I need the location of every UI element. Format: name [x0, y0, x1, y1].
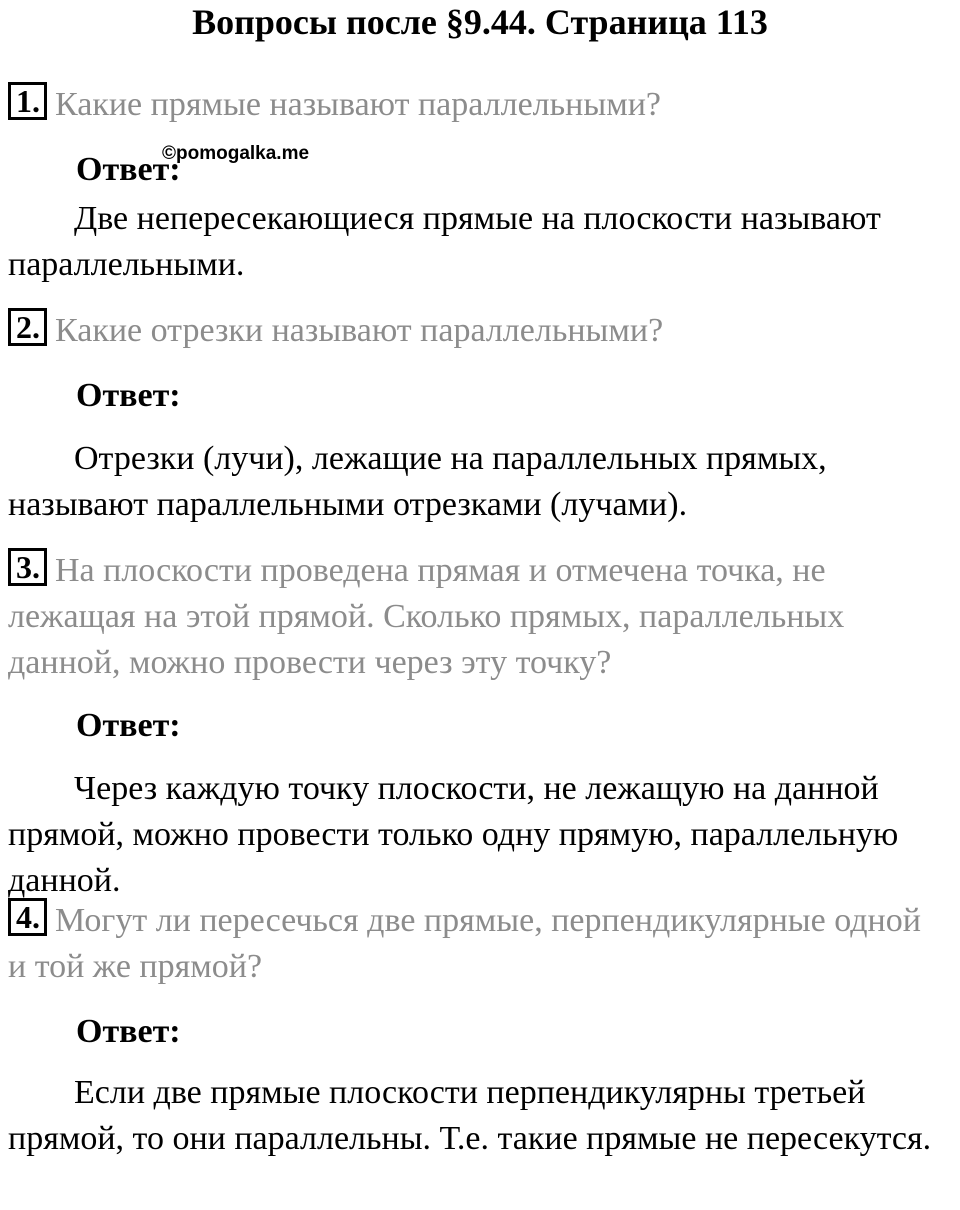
question-text-4: Могут ли пересечься две прямые, перпендикулярные одной и той же прямой?: [8, 902, 921, 985]
question-text-2: Какие отрезки называют параллельными?: [55, 312, 664, 349]
answer-label-2: Ответ:: [76, 377, 181, 414]
question-2: [8, 308, 953, 354]
watermark: ©pomogalka.me: [162, 143, 310, 164]
answer-label-1: Ответ:: [76, 151, 181, 188]
answer-text-1: Две непересекающиеся прямые на плоскости называют параллельными.: [8, 200, 881, 283]
answer-text-2: Отрезки (лучи), лежащие на параллельных прямых, называют параллельными отрезками (лучами).: [8, 440, 827, 523]
question-text-3: На плоскости проведена прямая и отмечена точка, не лежащая на этой прямой. Сколько прямых, параллельных данной, можно провести через эту точку?: [8, 552, 845, 681]
question-number-4: 4.: [8, 898, 47, 936]
question-4: [8, 898, 928, 990]
question-3: [8, 548, 938, 686]
question-1: [8, 82, 953, 128]
question-text-1: Какие прямые называют параллельными?: [55, 86, 661, 123]
answer-label-4: Ответ:: [76, 1013, 181, 1050]
answer-text-3: Через каждую точку плоскости, не лежащую на данной прямой, можно провести только одну прямую, параллельную данной.: [8, 770, 899, 899]
page-title: Вопросы после §9.44. Страница 113: [192, 2, 768, 42]
question-number-3: 3.: [8, 548, 47, 586]
question-number-1: 1.: [8, 82, 47, 120]
answer-text-4: Если две прямые плоскости перпендикулярны третьей прямой, то они параллельны. Т.е. такие прямые не пересекутся.: [8, 1074, 932, 1157]
question-number-2: 2.: [8, 308, 47, 346]
answer-label-3: Ответ:: [76, 707, 181, 744]
